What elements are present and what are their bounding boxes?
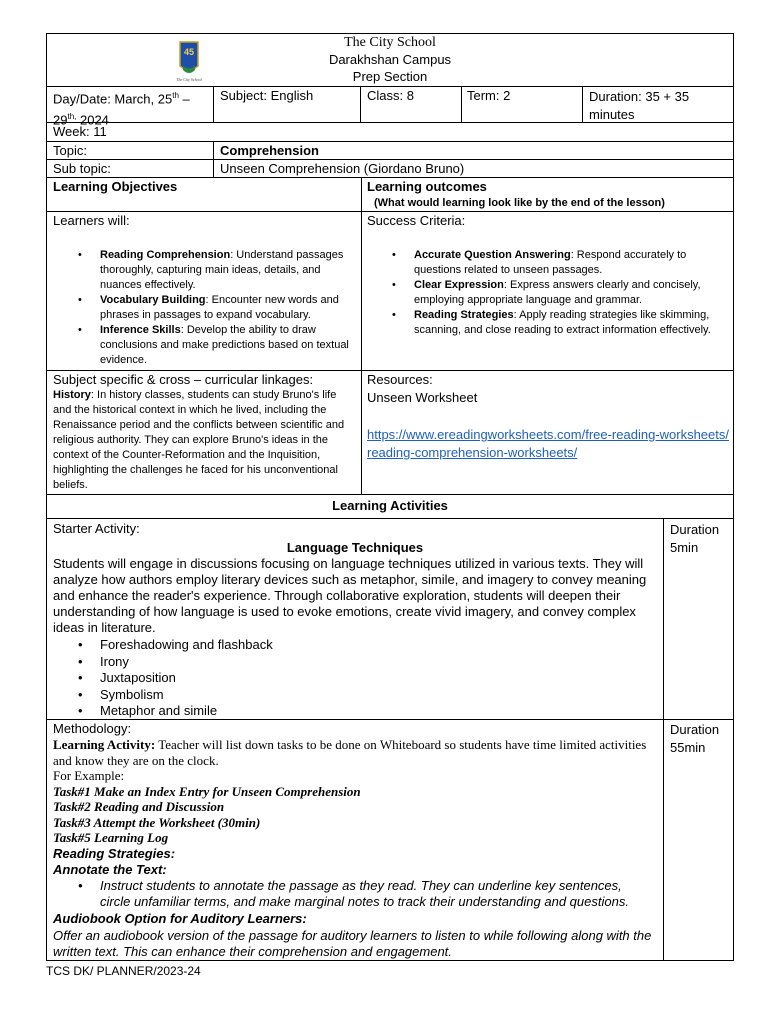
methodology-tasks — [53, 784, 659, 845]
list-item — [100, 323, 358, 368]
audiobook-heading: Audiobook Option for Auditory Learners: — [53, 911, 307, 926]
subtopic-value: Unseen Comprehension (Giordano Bruno) — [220, 161, 465, 176]
table-border — [733, 33, 734, 961]
outcomes-intro: Success Criteria: — [367, 213, 466, 228]
day-date-sup: th — [172, 91, 179, 100]
outcome-text: : Respond accurately to questions related to unseen passages. — [414, 249, 687, 276]
duration-cell: Duration: 35 + 35 minutes — [589, 89, 690, 122]
subtopic-label: Sub topic: — [53, 161, 111, 176]
list-item: • Metaphor and simile — [100, 703, 654, 720]
term-cell: Term: 2 — [467, 88, 511, 103]
list-item — [414, 248, 730, 278]
audiobook-text: Offer an audiobook version of the passage for auditory learners to listen to while following along with the written text. This can enhance their comprehension and engagement. — [53, 928, 652, 959]
outcome-text: : Apply reading strategies like skimming, scanning, and close reading to extract information effectively. — [414, 309, 711, 336]
task-item: Task#5 Learning Log — [53, 829, 169, 845]
linkages-heading: Subject specific & cross – curricular linkages: — [53, 372, 314, 387]
campus-name: Darakhshan Campus — [328, 52, 452, 67]
resources-heading: Resources: — [367, 372, 433, 387]
topic-value: Comprehension — [220, 143, 319, 158]
list-item — [100, 248, 358, 293]
table-border — [461, 86, 462, 122]
starter-list — [54, 637, 654, 720]
outcomes-subheading: (What would learning look like by the end of the lesson) — [374, 197, 665, 209]
resources-item: Unseen Worksheet — [367, 390, 478, 405]
topic-label: Topic: — [53, 143, 87, 158]
starter-title: Language Techniques — [286, 540, 424, 555]
table-border — [46, 370, 734, 371]
objective-text: : Encounter new words and phrases in passages to expand vocabulary. — [100, 294, 339, 321]
list-item: • Instruct students to annotate the passage as they read. They can underline key sentences, circle unfamiliar terms, and make marginal notes to track their understanding and questions. — [100, 878, 654, 910]
task-item: Task#2 Reading and Discussion — [53, 799, 225, 815]
objective-term: Reading Comprehension — [100, 249, 231, 261]
outcome-term: Accurate Question Answering — [414, 249, 571, 261]
outcome-term: Clear Expression — [414, 279, 504, 291]
logo-caption: The City School — [176, 77, 202, 82]
list-item — [414, 278, 730, 308]
table-border — [46, 494, 734, 495]
list-item — [414, 308, 730, 338]
list-item: • Irony — [100, 654, 654, 671]
table-border — [46, 960, 734, 961]
table-border — [361, 177, 362, 494]
outcomes-heading: Learning outcomes — [367, 179, 487, 194]
table-border — [46, 177, 734, 178]
task-item: Task#3 Attempt the Worksheet (30min) — [53, 814, 261, 830]
linkages-term: History — [53, 389, 91, 401]
day-date-text: Day/Date: March, 25 — [53, 91, 173, 107]
week-cell: Week: 11 — [53, 124, 107, 139]
outcome-text: : Express answers clearly and concisely, employing appropriate language and grammar. — [414, 279, 701, 306]
logo-text: 45 — [183, 47, 195, 57]
activities-heading: Learning Activities — [332, 498, 448, 513]
linkages-body: : In history classes, students can study Bruno's life and the historical context in which he lived, including the Renaissance period and the conflicts between scientific and religious authority. They can explore Bruno's ideas in the context of the Counter-Reformation and the Inquisition, highlighting the challenges he faced for his unconventional beliefs. — [53, 389, 345, 491]
table-border — [360, 86, 361, 122]
annotate-heading: Annotate the Text: — [53, 862, 167, 877]
methodology-activity — [53, 737, 659, 768]
annotate-list — [54, 878, 654, 910]
table-border — [663, 518, 664, 960]
starter-label: Starter Activity: — [53, 521, 140, 536]
objective-term: Vocabulary Building — [100, 294, 206, 306]
list-item: • Juxtaposition — [100, 670, 654, 687]
outcomes-list — [368, 248, 730, 338]
starter-paragraph: Students will engage in discussions focusing on language techniques utilized in various texts. They will analyze how authors employ literary devices such as metaphor, simile, and imagery to convey meaning and enhance the reader's experience. Through collaborative exploration, students will deepen their understanding of how language is used to evoke emotions, create vivid imagery, and convey complex ideas in literature. — [53, 556, 647, 635]
objective-term: Inference Skills — [100, 324, 181, 336]
methodology-example: For Example: — [53, 768, 125, 783]
strategies-heading: Reading Strategies: — [53, 846, 176, 861]
task-item: Task#1 Make an Index Entry for Unseen Comprehension — [53, 784, 361, 799]
day-date-dash: – — [178, 91, 190, 107]
resources-link[interactable]: https://www.ereadingworksheets.com/free-reading-worksheets/reading-comprehension-worksheets/ — [367, 427, 729, 460]
starter-duration-label: Duration — [670, 522, 720, 537]
activity-term: Learning Activity: — [53, 737, 156, 752]
day-date-sup-2: th, — [67, 112, 77, 122]
day-date-29: 29 — [53, 112, 68, 128]
table-border — [46, 159, 734, 160]
objectives-list — [54, 248, 358, 368]
objectives-heading: Learning Objectives — [53, 179, 178, 194]
objectives-intro: Learners will: — [53, 213, 130, 228]
class-cell: Class: 8 — [367, 88, 414, 103]
school-name: The City School — [344, 35, 436, 50]
list-item — [100, 293, 358, 323]
outcome-term: Reading Strategies — [414, 309, 514, 321]
objective-text: : Understand passages thoroughly, capturing main ideas, details, and nuances effectively. — [100, 249, 344, 291]
methodology-label: Methodology: — [53, 721, 132, 736]
linkages-text — [53, 388, 357, 493]
table-border — [46, 33, 47, 961]
subject-cell: Subject: English — [220, 88, 314, 103]
methodology-duration-value: 55min — [670, 740, 706, 755]
table-border — [46, 141, 734, 142]
resources-link-wrap — [367, 426, 729, 462]
table-border — [46, 211, 734, 212]
list-item: • Symbolism — [100, 687, 654, 704]
methodology-duration-label: Duration — [670, 722, 720, 737]
table-border — [46, 518, 734, 519]
table-border — [582, 86, 583, 122]
footer-text: TCS DK/ PLANNER/2023-24 — [46, 964, 201, 978]
objective-text: : Develop the ability to draw conclusions and make predictions based on textual evidence. — [100, 324, 349, 366]
table-border — [213, 86, 214, 122]
activity-text: Teacher will list down tasks to be done on Whiteboard so students have time limited activities and know they are on the clock. — [53, 737, 647, 768]
starter-duration-value: 5min — [670, 540, 699, 555]
list-item: • Foreshadowing and flashback — [100, 637, 654, 654]
section-name: Prep Section — [352, 69, 428, 84]
day-date-year: 2024 — [76, 112, 109, 128]
table-border — [213, 141, 214, 177]
